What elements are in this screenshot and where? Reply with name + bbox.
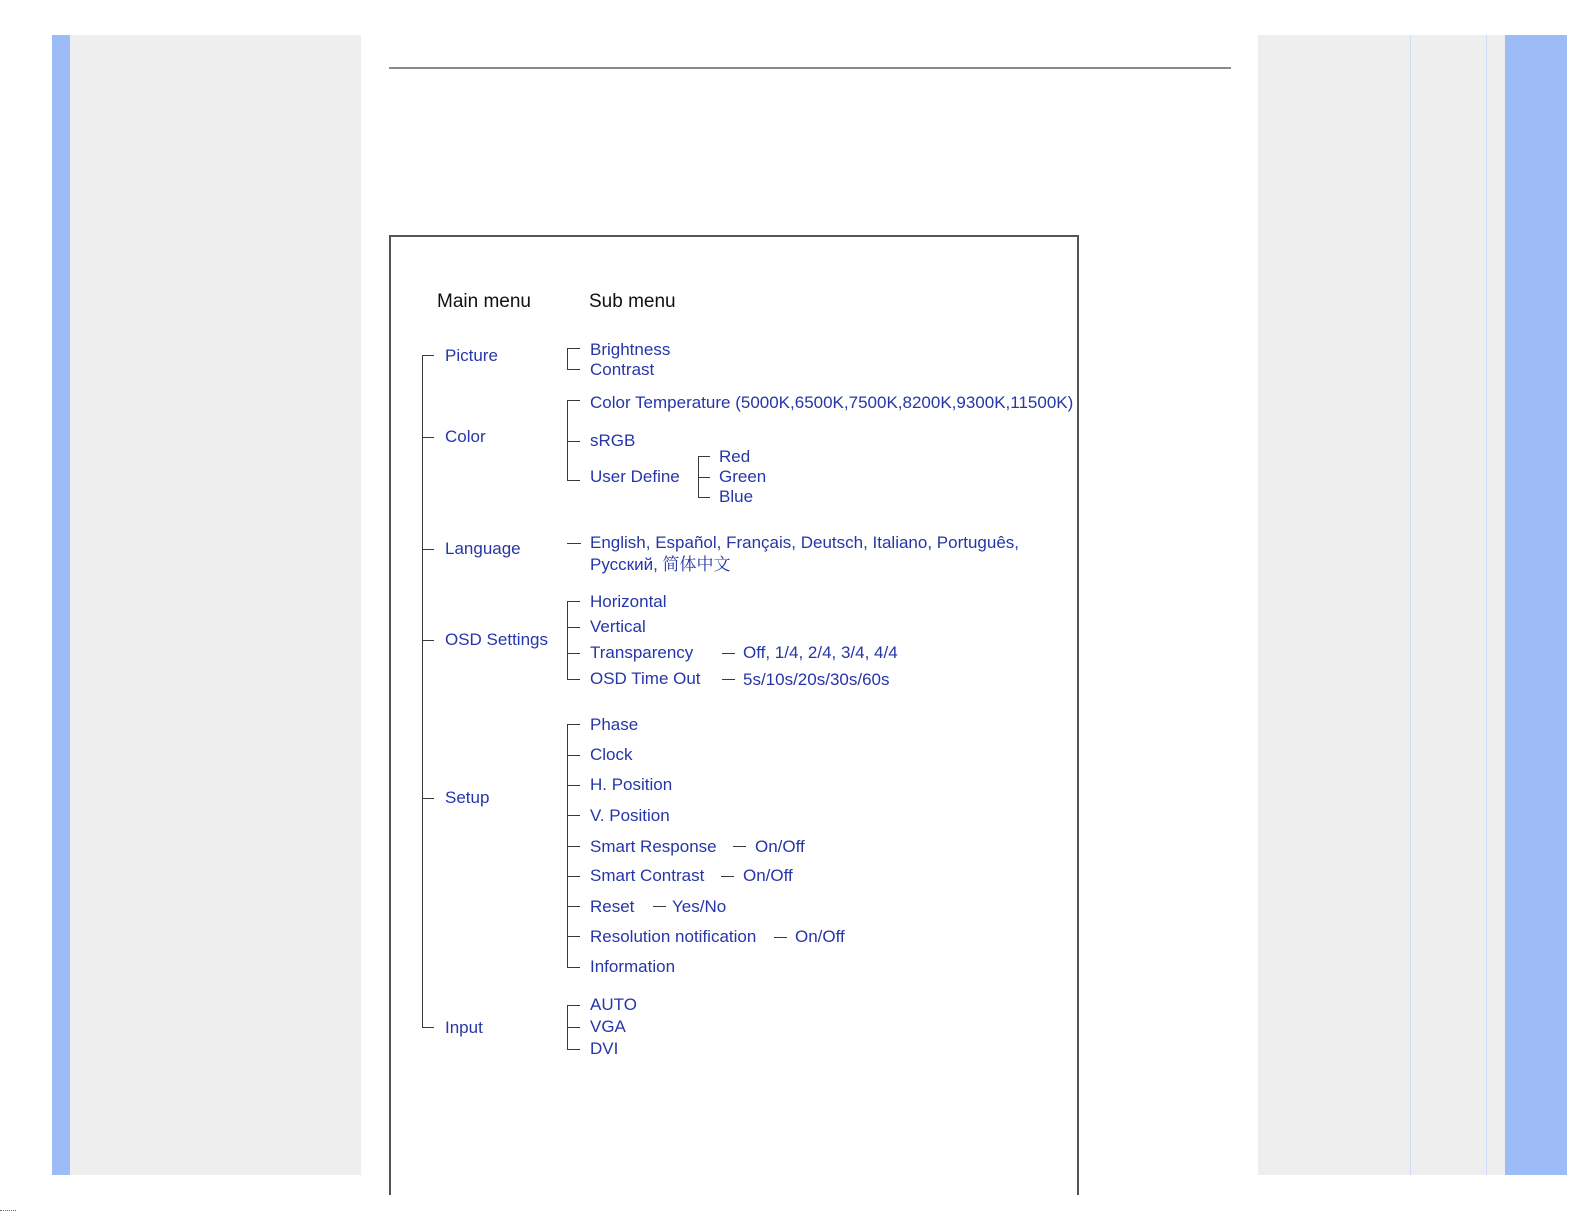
picture-bracket	[567, 348, 568, 369]
smart-response-dash	[733, 846, 746, 847]
picture-bracket	[567, 369, 580, 370]
submenu-v-position: V. Position	[590, 806, 670, 825]
submenu-horizontal: Horizontal	[590, 592, 667, 611]
submenu-vga: VGA	[590, 1017, 626, 1036]
color-bracket	[567, 480, 580, 481]
main-branch	[422, 437, 434, 438]
setup-bracket	[567, 785, 580, 786]
submenu-auto: AUTO	[590, 995, 637, 1014]
submenu-information: Information	[590, 957, 676, 976]
submenu-srgb: sRGB	[590, 431, 636, 450]
language-list-line1: English, Español, Français, Deutsch, Italiano, Português,	[590, 533, 1020, 552]
osd-bracket	[567, 627, 580, 628]
color-bracket	[567, 400, 580, 401]
setup-bracket	[567, 755, 580, 756]
input-bracket	[567, 1049, 580, 1050]
user-define-bracket	[698, 477, 710, 478]
submenu-resolution-notification: Resolution notification	[590, 927, 757, 946]
osd-bracket	[567, 653, 580, 654]
submenu-user-define: User Define	[590, 467, 680, 486]
submenu-contrast: Contrast	[590, 360, 655, 379]
user-define-bracket	[698, 456, 710, 457]
input-bracket	[567, 1005, 580, 1006]
main-branch	[422, 1027, 434, 1028]
input-bracket	[567, 1027, 580, 1028]
menu-item-setup: Setup	[445, 788, 490, 807]
language-list-line2: Русский, 简体中文	[590, 555, 731, 574]
main-branch	[422, 798, 434, 799]
submenu-brightness: Brightness	[590, 340, 671, 359]
option-green: Green	[719, 467, 767, 486]
submenu-phase: Phase	[590, 715, 639, 734]
language-dash	[567, 543, 581, 544]
main-tree-trunk	[422, 355, 423, 1028]
transparency-dash	[722, 653, 735, 654]
setup-bracket	[567, 724, 580, 725]
osd-bracket	[567, 601, 568, 679]
setup-bracket	[567, 815, 580, 816]
color-bracket	[567, 441, 580, 442]
picture-bracket	[567, 348, 580, 349]
submenu-clock: Clock	[590, 745, 633, 764]
sub-menu-header: Sub menu	[589, 291, 676, 312]
timeout-dash	[722, 679, 735, 680]
menu-item-picture: Picture	[445, 346, 498, 365]
smart-contrast-values: On/Off	[743, 866, 793, 885]
transparency-values: Off, 1/4, 2/4, 3/4, 4/4	[743, 643, 898, 662]
setup-bracket	[567, 967, 580, 968]
osd-bracket	[567, 601, 580, 602]
resolution-dash	[774, 937, 787, 938]
osd-bracket	[567, 679, 580, 680]
resolution-values: On/Off	[795, 927, 845, 946]
submenu-smart-response: Smart Response	[590, 837, 717, 856]
main-branch	[422, 549, 434, 550]
reset-dash	[653, 906, 666, 907]
smart-response-values: On/Off	[755, 837, 805, 856]
submenu-color-temperature: Color Temperature (5000K,6500K,7500K,8200K,9300K,11500K)	[590, 393, 1074, 412]
submenu-transparency: Transparency	[590, 643, 694, 662]
main-menu-header: Main menu	[437, 291, 531, 312]
submenu-h-position: H. Position	[590, 775, 673, 794]
submenu-vertical: Vertical	[590, 617, 646, 636]
setup-bracket	[567, 846, 580, 847]
submenu-dvi: DVI	[590, 1039, 619, 1058]
menu-item-input: Input	[445, 1018, 483, 1037]
smart-contrast-dash	[721, 876, 734, 877]
main-branch	[422, 640, 434, 641]
main-branch	[422, 355, 434, 356]
timeout-values: 5s/10s/20s/30s/60s	[743, 670, 890, 689]
submenu-osd-time-out: OSD Time Out	[590, 669, 701, 688]
submenu-smart-contrast: Smart Contrast	[590, 866, 705, 885]
setup-bracket	[567, 936, 580, 937]
menu-item-color: Color	[445, 427, 486, 446]
user-define-bracket	[698, 497, 710, 498]
submenu-reset: Reset	[590, 897, 635, 916]
option-blue: Blue	[719, 487, 754, 506]
color-bracket	[567, 400, 568, 480]
option-red: Red	[719, 447, 751, 466]
menu-item-osd-settings: OSD Settings	[445, 630, 548, 649]
menu-item-language: Language	[445, 539, 521, 558]
setup-bracket	[567, 906, 580, 907]
setup-bracket	[567, 876, 580, 877]
reset-values: Yes/No	[672, 897, 727, 916]
